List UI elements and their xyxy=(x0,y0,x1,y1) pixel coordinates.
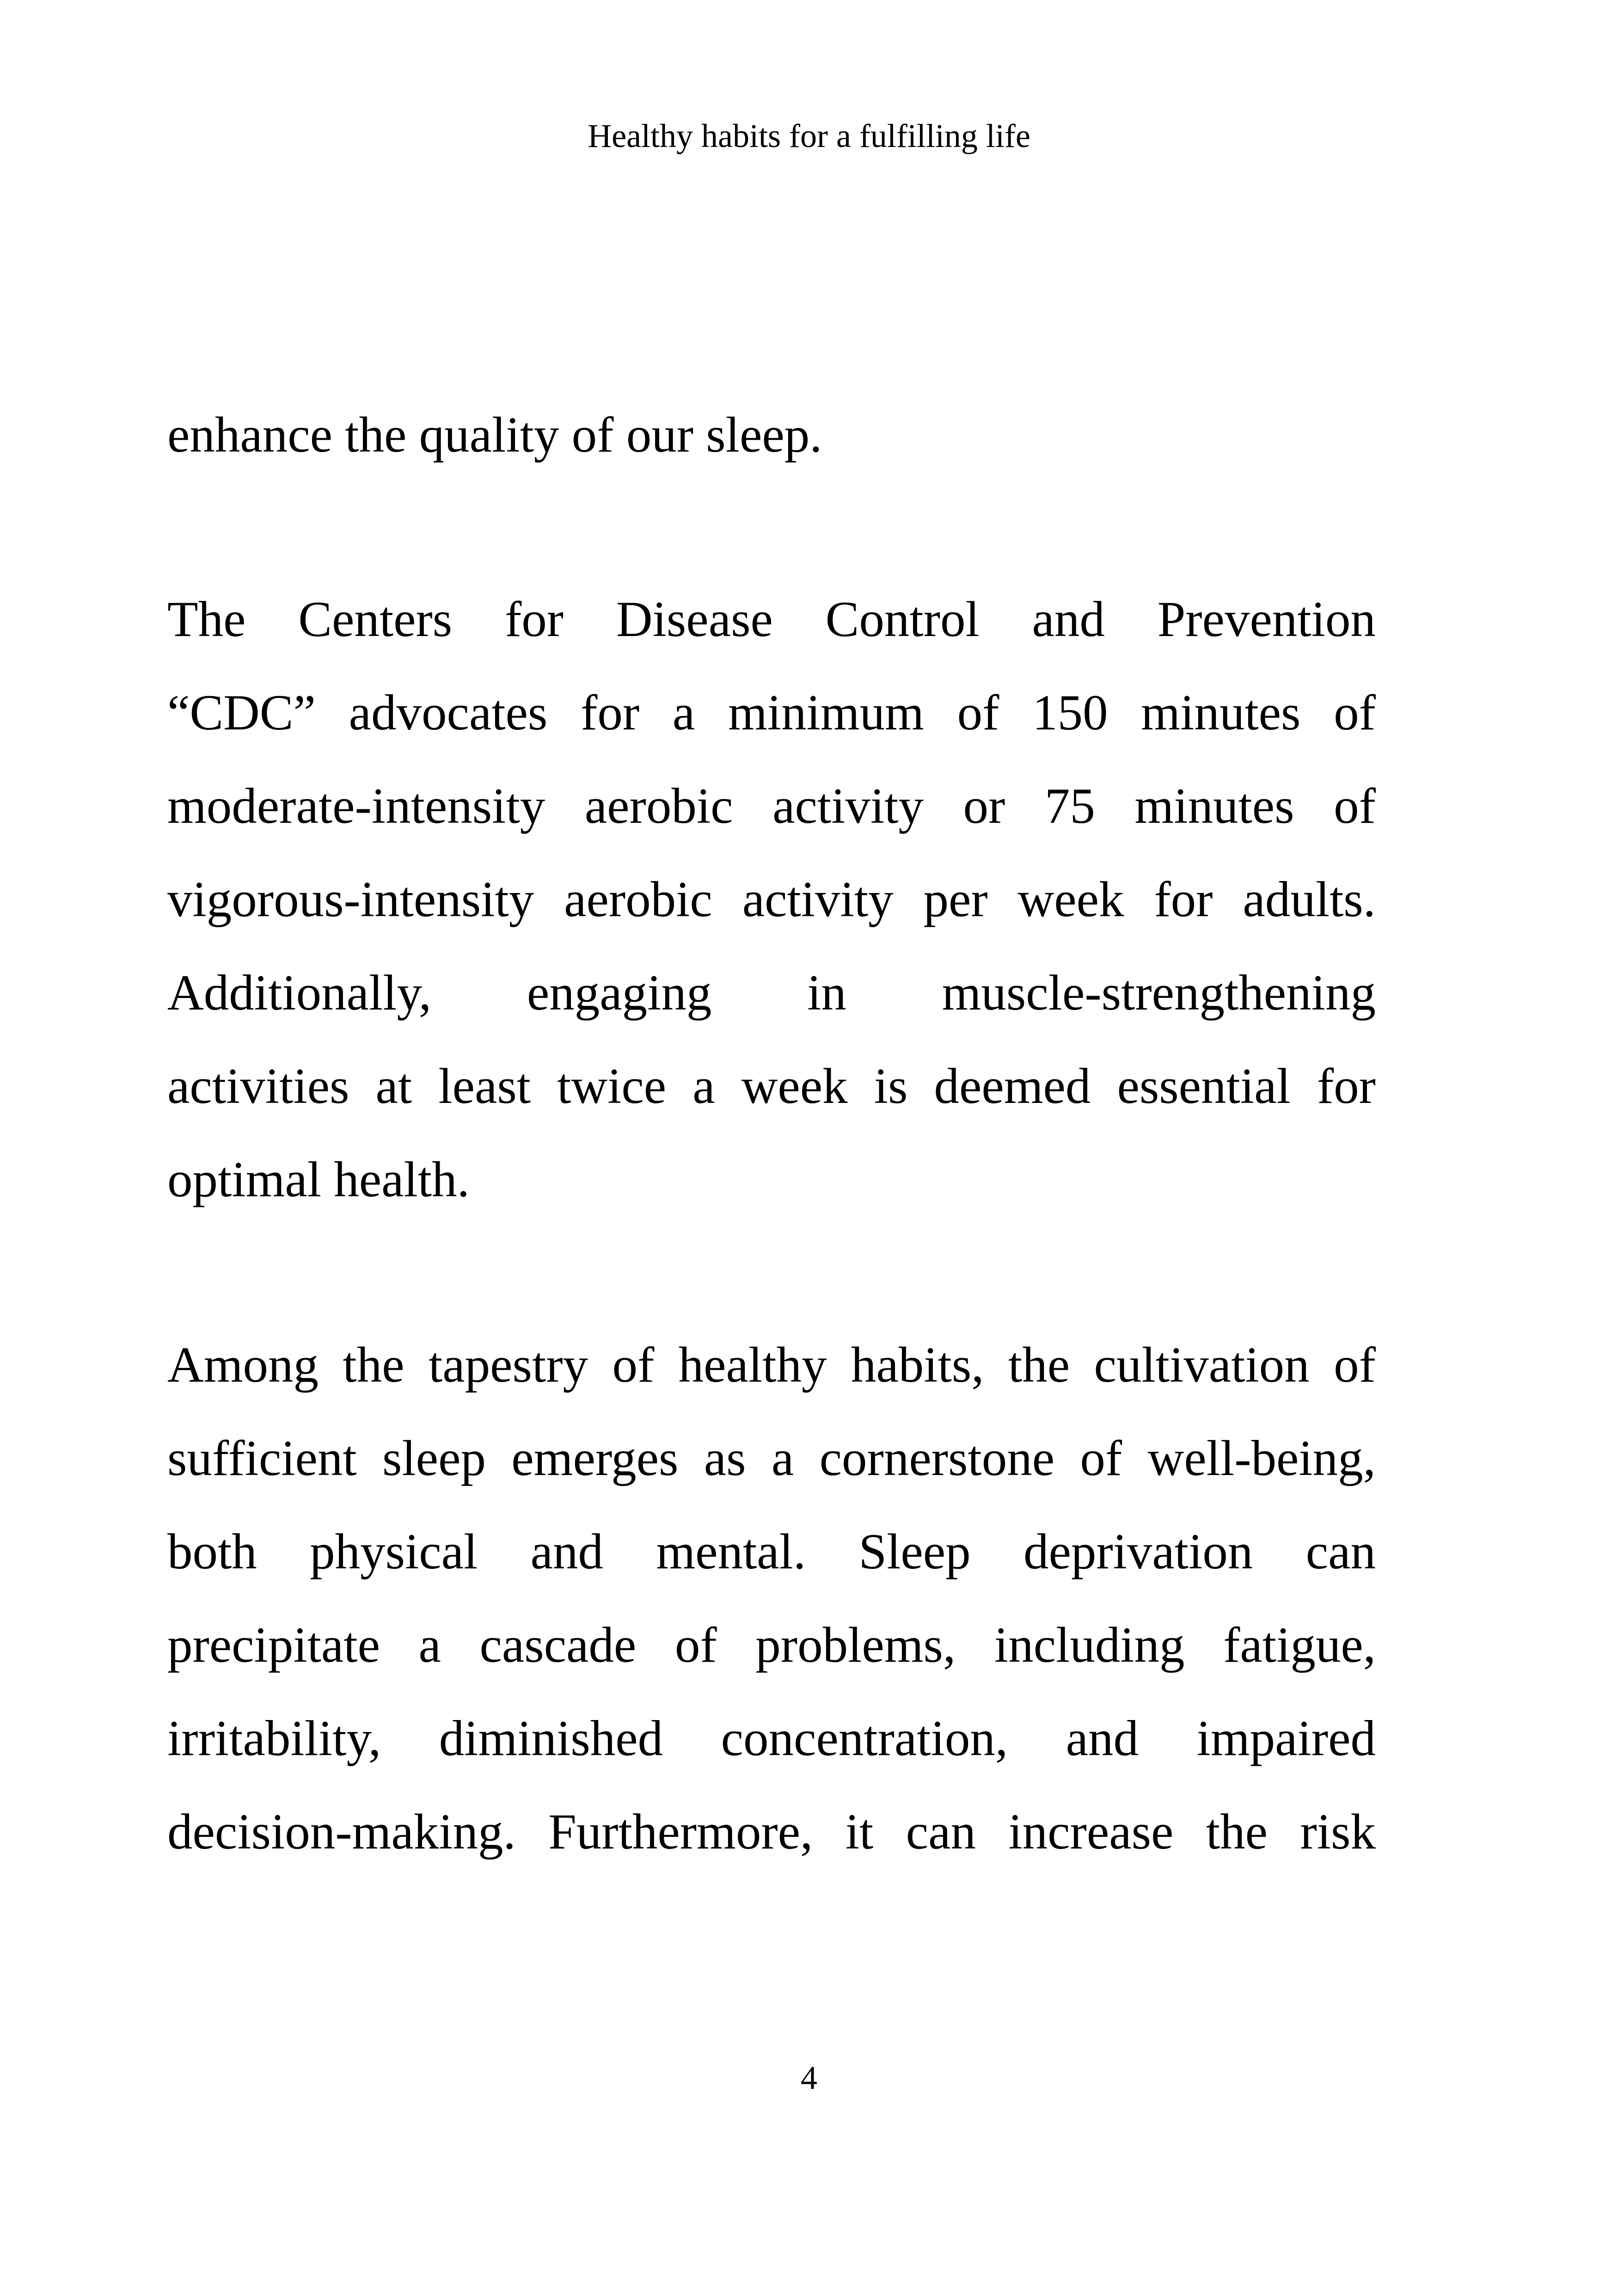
word: deemed xyxy=(934,1058,1091,1114)
word: Sleep xyxy=(858,1524,971,1580)
paragraph-1 xyxy=(167,388,1376,482)
paragraph-3 xyxy=(167,1318,1376,1879)
paragraph-line xyxy=(167,573,1376,666)
word: for xyxy=(581,685,640,741)
word: irritability, xyxy=(167,1710,381,1766)
word: the xyxy=(1206,1804,1268,1860)
word: week xyxy=(1017,871,1124,927)
word: at xyxy=(375,1058,412,1114)
word: aerobic xyxy=(564,871,712,927)
word: of xyxy=(1334,1337,1376,1393)
word: of xyxy=(1334,685,1376,741)
paragraph-line xyxy=(167,1505,1376,1598)
word: including xyxy=(994,1617,1185,1673)
word: can xyxy=(1305,1524,1376,1580)
word: engaging xyxy=(527,965,712,1021)
word: or xyxy=(963,778,1005,834)
paragraph-line xyxy=(167,1318,1376,1412)
word: minimum xyxy=(728,685,924,741)
word: of xyxy=(957,685,999,741)
word: of xyxy=(674,1617,717,1673)
word: per xyxy=(923,871,988,927)
word: tapestry xyxy=(428,1337,588,1393)
word: activity xyxy=(742,871,894,927)
word: a xyxy=(672,685,695,741)
word: and xyxy=(530,1524,604,1580)
word: for xyxy=(1154,871,1213,927)
word: habits, xyxy=(851,1337,984,1393)
word: 75 xyxy=(1044,778,1095,834)
word: fatigue, xyxy=(1223,1617,1376,1673)
word: a xyxy=(693,1058,715,1114)
word: for xyxy=(1317,1058,1376,1114)
word: minutes xyxy=(1141,685,1301,741)
word: is xyxy=(874,1058,908,1114)
word: diminished xyxy=(439,1710,663,1766)
word: cascade xyxy=(479,1617,637,1673)
word: a xyxy=(771,1430,794,1486)
paragraph-line xyxy=(167,1692,1376,1785)
word: muscle-strengthening xyxy=(942,965,1376,1021)
word: as xyxy=(704,1430,746,1486)
word: sufficient xyxy=(167,1430,357,1486)
word: aerobic xyxy=(584,778,733,834)
word: twice xyxy=(557,1058,667,1114)
word: impaired xyxy=(1196,1710,1376,1766)
word: Centers xyxy=(298,591,453,647)
paragraph-line: enhance the quality of our sleep. xyxy=(167,407,822,463)
word: in xyxy=(807,965,846,1021)
word: a xyxy=(418,1617,441,1673)
word: cultivation xyxy=(1094,1337,1310,1393)
word: and xyxy=(1032,591,1105,647)
paragraph-line xyxy=(167,946,1376,1040)
word: precipitate xyxy=(167,1617,380,1673)
word: can xyxy=(906,1804,976,1860)
word: cornerstone xyxy=(819,1430,1055,1486)
word: moderate-intensity xyxy=(167,778,545,834)
word: the xyxy=(1008,1337,1070,1393)
word: it xyxy=(845,1804,874,1860)
paragraph-line: optimal health. xyxy=(167,1151,470,1207)
word: problems, xyxy=(755,1617,956,1673)
word: week xyxy=(741,1058,848,1114)
word: least xyxy=(438,1058,531,1114)
word: adults. xyxy=(1243,871,1376,927)
word: of xyxy=(612,1337,655,1393)
word: mental. xyxy=(656,1524,806,1580)
paragraph-line xyxy=(167,1412,1376,1505)
paragraph-line xyxy=(167,853,1376,946)
word: risk xyxy=(1300,1804,1376,1860)
word: emerges xyxy=(511,1430,679,1486)
word: essential xyxy=(1117,1058,1291,1114)
word: well-being, xyxy=(1147,1430,1376,1486)
paragraph-line xyxy=(167,1040,1376,1133)
word: 150 xyxy=(1032,685,1108,741)
word: Control xyxy=(825,591,980,647)
word: sleep xyxy=(382,1430,486,1486)
word: “CDC” xyxy=(167,685,316,741)
word: advocates xyxy=(349,685,548,741)
paragraph-2 xyxy=(167,573,1376,1226)
word: Among xyxy=(167,1337,319,1393)
word: activities xyxy=(167,1058,349,1114)
word: minutes xyxy=(1134,778,1294,834)
word: decision-making. xyxy=(167,1804,516,1860)
paragraph-line xyxy=(167,1785,1376,1879)
word: concentration, xyxy=(721,1710,1008,1766)
word: of xyxy=(1334,778,1376,834)
running-header: Healthy habits for a fulfilling life xyxy=(588,117,1030,154)
page-number: 4 xyxy=(801,2059,817,2096)
word: deprivation xyxy=(1023,1524,1253,1580)
paragraph-line xyxy=(167,759,1376,853)
word: for xyxy=(505,591,564,647)
word: both xyxy=(167,1524,257,1580)
word: physical xyxy=(310,1524,478,1580)
word: activity xyxy=(772,778,924,834)
word: increase xyxy=(1008,1804,1174,1860)
word: Disease xyxy=(616,591,773,647)
word: Prevention xyxy=(1157,591,1376,647)
word: Furthermore, xyxy=(548,1804,813,1860)
word: of xyxy=(1080,1430,1122,1486)
paragraph-line xyxy=(167,1598,1376,1692)
word: the xyxy=(343,1337,404,1393)
word: The xyxy=(167,591,246,647)
paragraph-line xyxy=(167,666,1376,759)
word: Additionally, xyxy=(167,965,432,1021)
word: vigorous-intensity xyxy=(167,871,534,927)
word: and xyxy=(1066,1710,1139,1766)
word: healthy xyxy=(678,1337,827,1393)
